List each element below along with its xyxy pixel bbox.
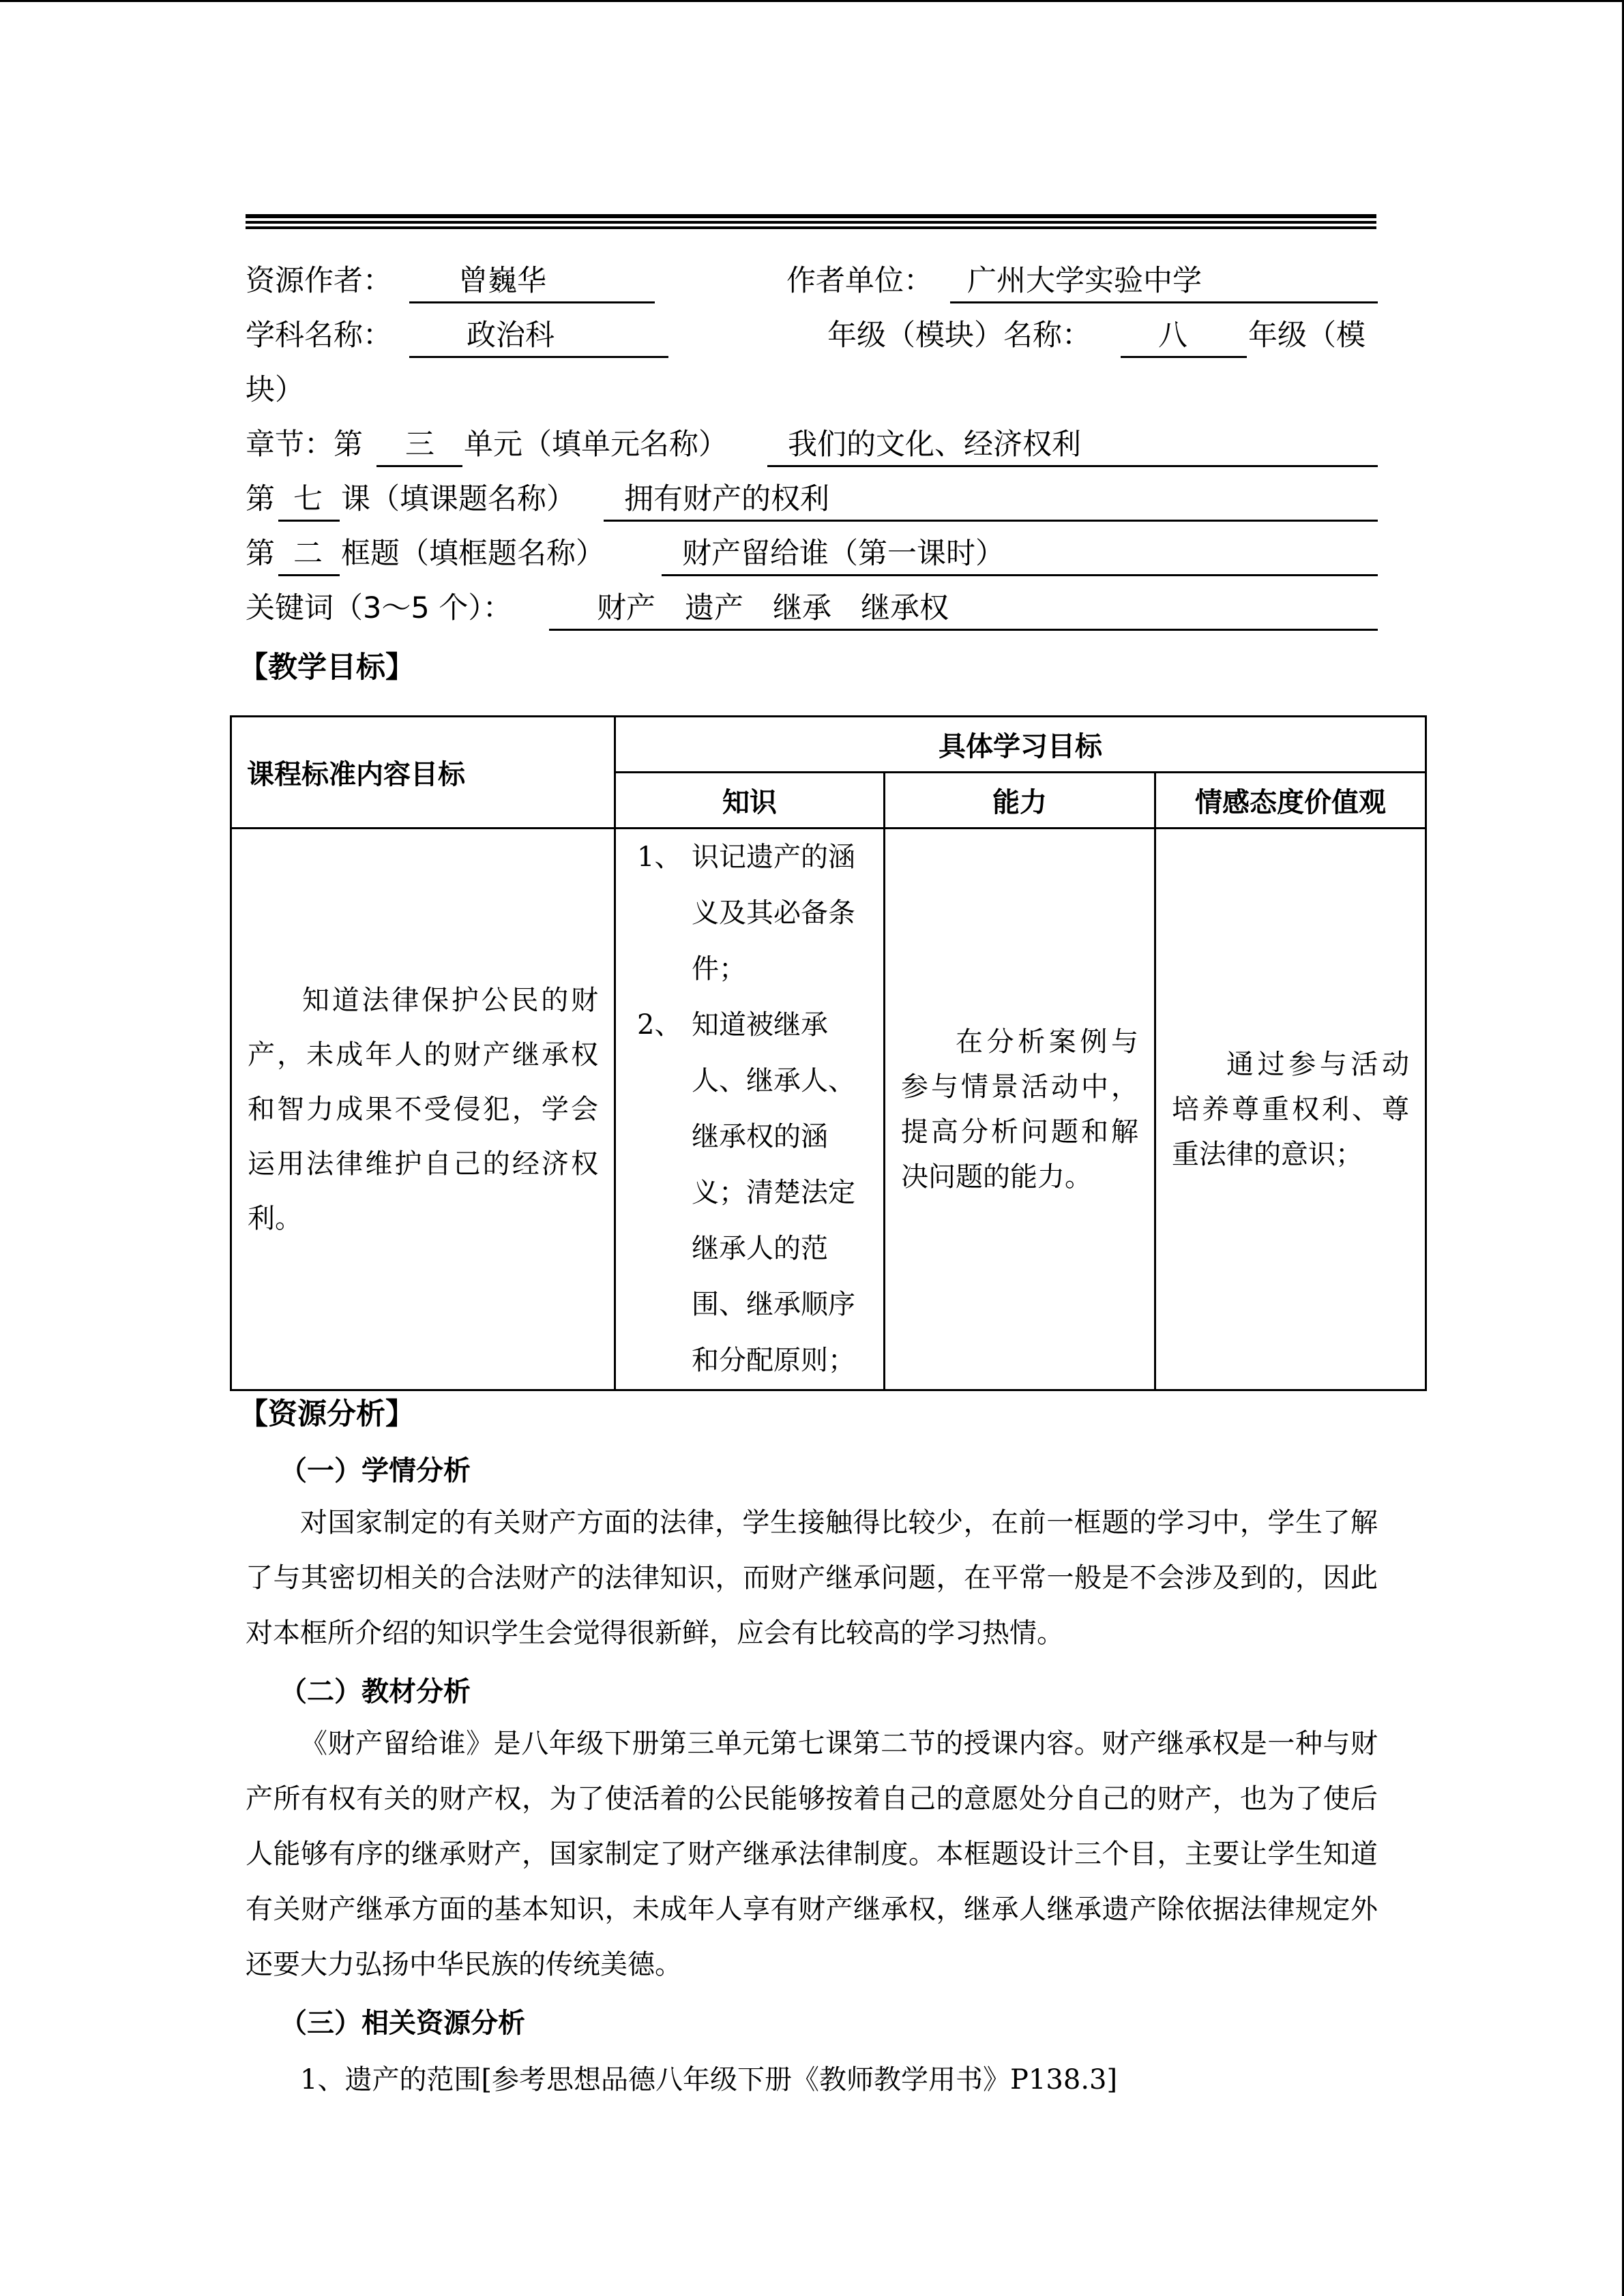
subject-field (409, 308, 668, 358)
goals-content-row (231, 829, 1426, 1390)
ability-text: 在分析案例与参与情景活动中，提高分析问题和解决问题的能力。 (901, 1026, 1138, 1193)
header-rule-middle (246, 221, 1376, 224)
author-field (409, 254, 655, 303)
section-2-body (246, 1716, 1378, 1993)
goals-header-row (231, 717, 1426, 773)
col-standard-header: 课程标准内容目标 (231, 717, 615, 829)
knowledge-item-text: 识记遗产的涵义及其必备条件； (692, 841, 855, 985)
section-2-title: （二）教材分析 (280, 1676, 471, 1708)
knowledge-item (637, 997, 868, 1388)
knowledge-cell (615, 829, 885, 1390)
unit-label: 作者单位： (786, 264, 933, 298)
lesson-num: 七 (293, 482, 323, 516)
author-value: 曾巍华 (458, 264, 546, 298)
unit-value: 广州大学实验中学 (967, 264, 1202, 298)
emotion-cell (1155, 829, 1426, 1390)
subject-value: 政治科 (467, 318, 555, 353)
section-1-body (246, 1495, 1378, 1661)
keywords-field (549, 581, 1378, 631)
author-label: 资源作者： (246, 264, 392, 298)
grade-suffix-row (246, 363, 518, 417)
lesson-mid: 课（填课题名称） (341, 482, 576, 516)
knowledge-item (637, 829, 868, 997)
grade-value: 八 (1158, 318, 1187, 353)
chapter-row (246, 417, 1378, 472)
goals-table (230, 715, 1427, 1391)
col-ability-header: 能力 (885, 773, 1155, 829)
knowledge-list (617, 829, 883, 1388)
section-1-title: （一）学情分析 (280, 1455, 471, 1487)
lesson-num-field (278, 472, 340, 522)
frame-prefix: 第 (246, 537, 275, 571)
standard-cell (231, 829, 615, 1390)
author-row (246, 254, 1378, 308)
section-1-text: 对国家制定的有关财产方面的法律，学生接触得比较少，在前一框题的学习中，学生了解了与其密切相关的合法财产的法律知识，而财产继承问题，在平常一般是不会涉及到的，因此对本框所介绍的知识学生会觉得很新鲜，应会有比较高的学习热情。 (246, 1507, 1378, 1649)
frame-field (662, 526, 1378, 576)
frame-mid: 框题（填框题名称） (341, 537, 605, 571)
lesson-prefix: 第 (246, 482, 275, 516)
section-2-text: 《财产留给谁》是八年级下册第三单元第七课第二节的授课内容。财产继承权是一种与财产所有权有关的财产权，为了使活着的公民能够按着自己的意愿处分自己的财产，也为了使后人能够有序的继承财产，国家制定了财产继承法律制度。本框题设计三个目，主要让学生知道有关财产继承方面的基本知识，未成年人享有财产继承权，继承人继承遗产除依据法律规定外还要大力弘扬中华民族的传统美德。 (246, 1728, 1378, 1980)
knowledge-item-text: 知道被继承人、继承人、继承权的涵义；清楚法定继承人的范围、继承顺序和分配原则； (692, 1009, 855, 1376)
grade-field (1121, 308, 1247, 358)
chapter-prefix: 章节：第 (246, 428, 363, 462)
keywords-label: 关键词（3～5 个）： (246, 591, 512, 625)
section-3-title: （三）相关资源分析 (280, 2008, 525, 2039)
keywords-value: 财产 遗产 继承 继承权 (597, 591, 949, 625)
chapter-value: 我们的文化、经济权利 (788, 428, 1081, 462)
ability-cell (885, 829, 1155, 1390)
frame-num-field (278, 526, 340, 576)
lesson-field (604, 472, 1378, 522)
header-rule-bottom (246, 226, 1376, 229)
col-knowledge-header: 知识 (615, 773, 885, 829)
knowledge-item-number: 1、 (637, 841, 682, 873)
lesson-value: 拥有财产的权利 (624, 482, 829, 516)
chapter-num: 三 (405, 428, 434, 462)
grade-suffix: 年级（模 (1248, 318, 1365, 353)
header-rule-top (246, 214, 1376, 218)
chapter-num-field (377, 417, 462, 467)
chapter-field (767, 417, 1378, 467)
lesson-row (246, 472, 1378, 526)
knowledge-item-number: 2、 (637, 1009, 682, 1041)
unit-field (950, 254, 1378, 303)
subject-label: 学科名称： (246, 318, 392, 353)
analysis-heading: 【资源分析】 (239, 1397, 415, 1431)
keywords-row (246, 581, 1378, 636)
frame-num: 二 (293, 537, 323, 571)
col-specific-header: 具体学习目标 (615, 717, 1426, 773)
subject-row (246, 308, 1378, 363)
col-emotion-header: 情感态度价值观 (1155, 773, 1426, 829)
standard-text: 知道法律保护公民的财产，未成年人的财产继承权和智力成果不受侵犯，学会运用法律维护自己的经济权利。 (248, 984, 598, 1234)
goals-heading: 【教学目标】 (239, 651, 415, 685)
frame-value: 财产留给谁（第一课时） (682, 537, 1005, 571)
grade-label: 年级（模块）名称： (827, 318, 1091, 353)
grade-suffix-cont: 块） (246, 373, 304, 407)
frame-row (246, 526, 1378, 581)
emotion-text: 通过参与活动培养尊重权利、尊重法律的意识； (1172, 1048, 1410, 1170)
chapter-mid: 单元（填单元名称） (464, 428, 728, 462)
section-3-item-1: 1、遗产的范围[参考思想品德八年级下册《教师教学用书》P138.3] (300, 2064, 1118, 2096)
